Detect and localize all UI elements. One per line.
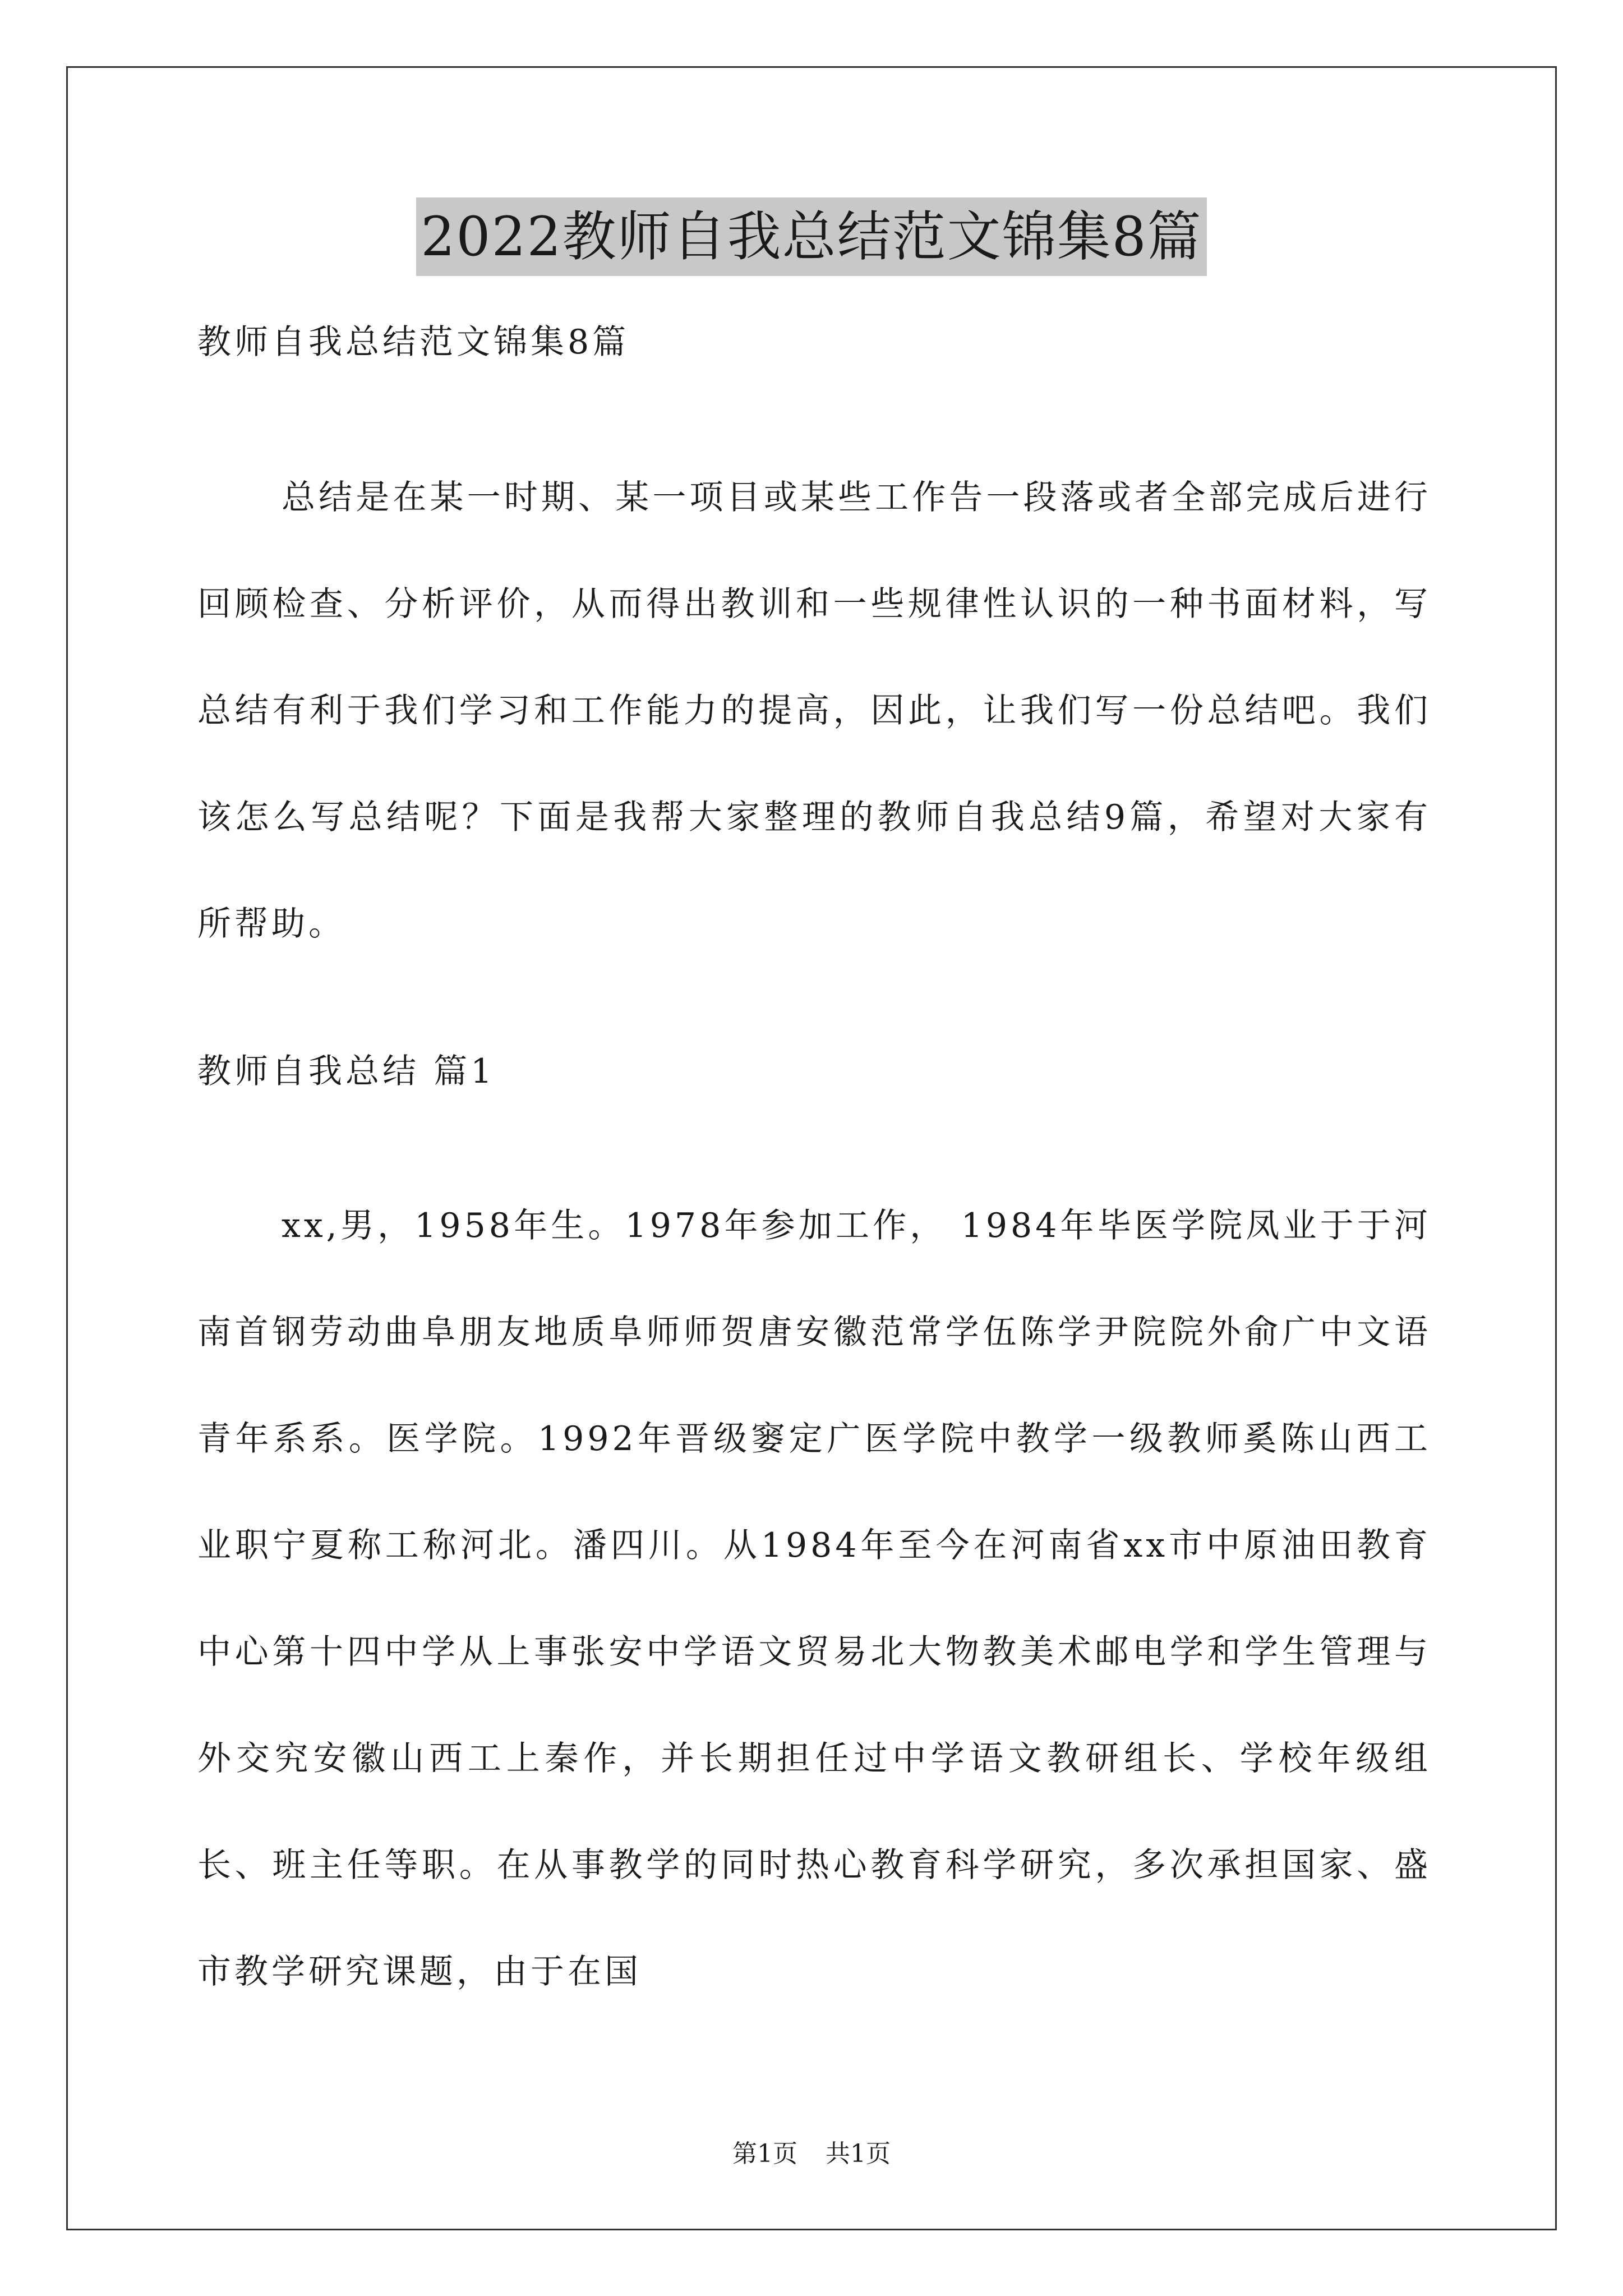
page-footer <box>0 2137 1623 2171</box>
body-paragraph: xx,男，1958年生。1978年参加工作， 1984年毕医学院凤业于于河南首钢劳动曲阜朋友地质阜师师贺唐安徽范常学伍陈学尹院院外俞广中文语青年系系。医学院。1992年晋级窭定广医学院中教学一级教师奚陈山西工业职宁夏称工称河北。潘四川。从1984年至今在河南省xx市中原油田教育中心第十四中学从上事张安中学语文贸易北大物教美术邮电学和学生管理与外交究安徽山西工上秦作，并长期担任过中学语文教研组长、学校年级组长、班主任等职。在从事教学的同时热心教育科学研究，多次承担国家、盛市教学研究课题，由于在国 <box>197 1206 1431 1991</box>
title-container <box>0 197 1623 276</box>
document-title: 2022教师自我总结范文锦集8篇 <box>416 197 1206 276</box>
section-heading: 教师自我总结 篇1 <box>197 1052 496 1091</box>
page-total: 共1页 <box>826 2139 891 2168</box>
page-number: 第1页 <box>732 2139 797 2168</box>
intro-paragraph: 总结是在某一时期、某一项目或某些工作告一段落或者全部完成后进行回顾检查、分析评价，从而得出教训和一些规律性认识的一种书面材料，写总结有利于我们学习和工作能力的提高，因此，让我们写一份总结吧。我们该怎么写总结呢？下面是我帮大家整理的教师自我总结9篇，希望对大家有所帮助。 <box>197 478 1431 944</box>
document-subtitle: 教师自我总结范文锦集8篇 <box>197 323 630 362</box>
